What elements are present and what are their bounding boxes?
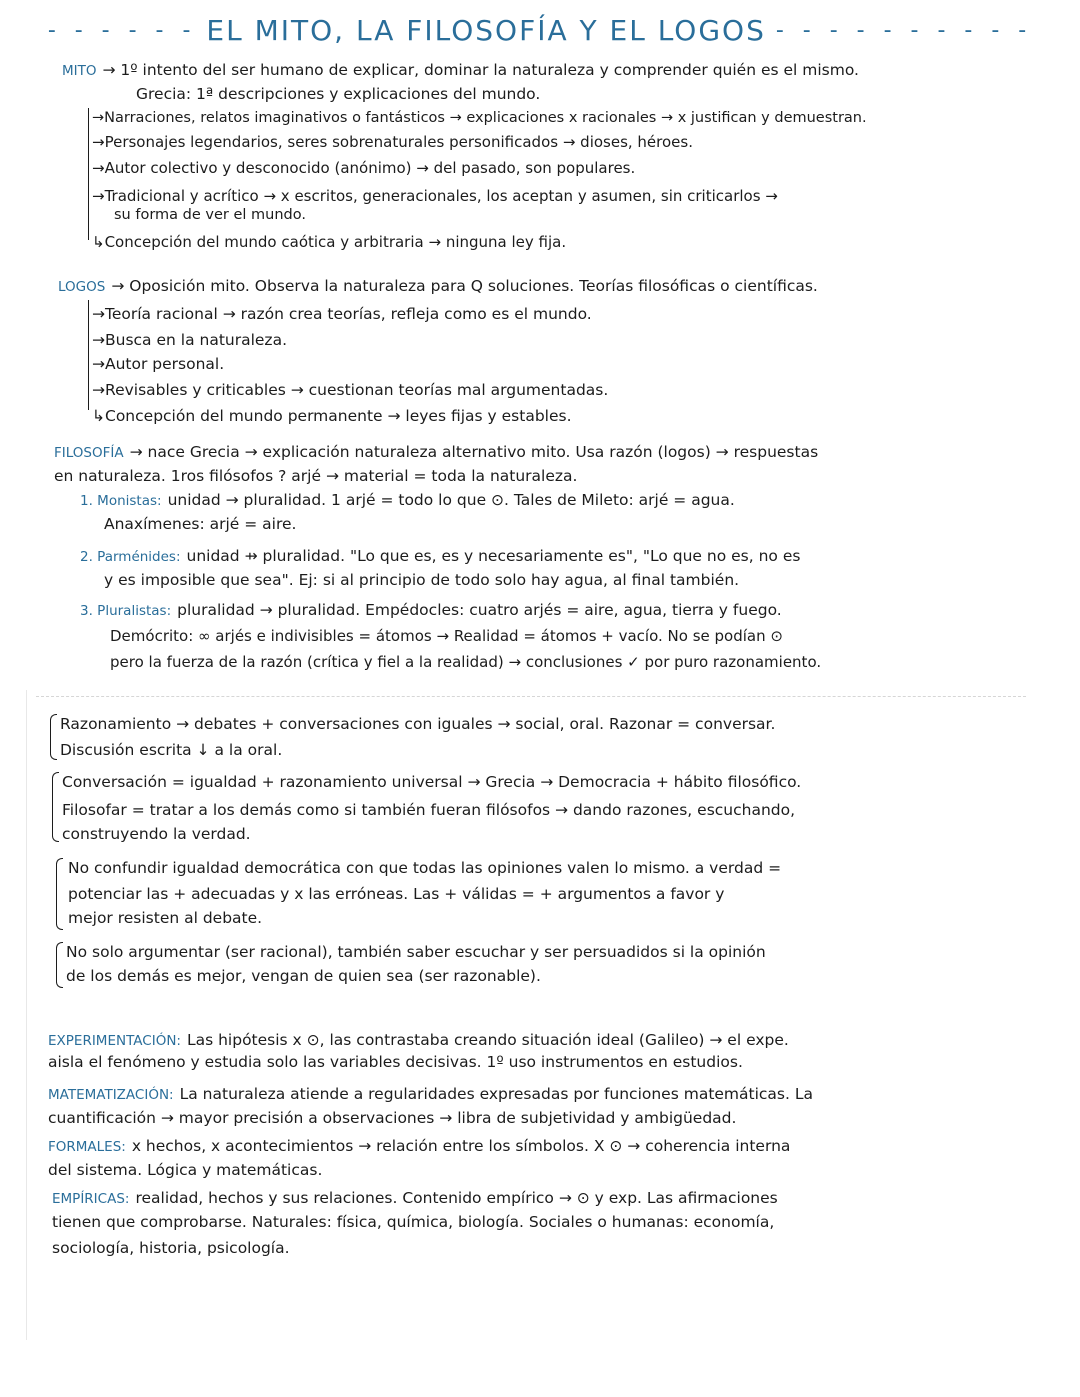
mito-text-1: → 1º intento del ser humano de explicar, dominar la naturaleza y comprender quién es el mismo. [102, 61, 859, 79]
logos-item-1: →Teoría racional → razón crea teorías, refleja como es el mundo. [92, 305, 592, 323]
matematizacion-key: MATEMATIZACIÓN: [48, 1087, 174, 1103]
monistas-text: unidad → pluralidad. 1 arjé = todo lo que ⊙. Tales de Mileto: arjé = agua. [167, 491, 735, 509]
title-row [40, 10, 1040, 50]
verdad-line-1: No confundir igualdad democrática con que todas las opiniones valen lo mismo. a verdad = [68, 859, 782, 877]
formales-text: x hechos, x acontecimientos → relación entre los símbolos. X ⊙ → coherencia interna [131, 1137, 791, 1155]
argumentar-line-2: de los demás es mejor, vengan de quien sea (ser razonable). [66, 967, 541, 985]
experimentacion-line-2: aisla el fenómeno y estudia solo las variables decisivas. 1º uso instrumentos en estudios. [48, 1053, 743, 1071]
filosofia-line-2: en naturaleza. 1ros filósofos ? arjé → material = toda la naturaleza. [54, 467, 578, 485]
filosofia-key: FILOSOFÍA [54, 445, 124, 461]
matematizacion-text: La naturaleza atiende a regularidades expresadas por funciones matemáticas. La [179, 1085, 813, 1103]
monistas-line-2: Anaxímenes: arjé = aire. [104, 515, 297, 533]
empiricas-line-3: sociología, historia, psicología. [52, 1239, 290, 1257]
mito-item-3: →Autor colectivo y desconocido (anónimo) → del pasado, son populares. [92, 159, 636, 177]
empiricas-line-2: tienen que comprobarse. Naturales: física, química, biología. Sociales o humanas: economía, [52, 1213, 775, 1231]
conversacion-line-1: Conversación = igualdad + razonamiento universal → Grecia → Democracia + hábito filosófico. [62, 773, 802, 791]
mito-item-5: ↳Concepción del mundo caótica y arbitraria → ninguna ley fija. [92, 233, 567, 251]
logos-key: LOGOS [58, 279, 106, 295]
monistas-line [80, 490, 735, 511]
section-divider [36, 696, 1026, 697]
title-dashes-right: - - - - - - - - - - [775, 17, 1033, 43]
empiricas-key: EMPÍRICAS: [52, 1191, 130, 1207]
pluralistas-label: 3. Pluralistas: [80, 603, 172, 619]
filosofia-line-1 [54, 442, 818, 463]
logos-item-4: →Revisables y criticables → cuestionan teorías mal argumentadas. [92, 381, 609, 399]
logos-item-5: ↳Concepción del mundo permanente → leyes fijas y estables. [92, 407, 572, 425]
logos-line-1 [58, 276, 818, 297]
bracket-1 [50, 714, 57, 760]
empiricas-text: realidad, hechos y sus relaciones. Contenido empírico → ⊙ y exp. Las afirmaciones [135, 1189, 778, 1207]
parmenides-text: unidad ⇸ pluralidad. "Lo que es, es y necesariamente es", "Lo que no es, no es [186, 547, 801, 565]
bracket-3 [56, 858, 63, 930]
parmenides-line [80, 546, 800, 567]
empiricas-line [52, 1188, 778, 1209]
mito-line-2: Grecia: 1ª descripciones y explicaciones del mundo. [136, 85, 541, 103]
pluralistas-text: pluralidad → pluralidad. Empédocles: cuatro arjés = aire, agua, tierra y fuego. [177, 601, 782, 619]
razonamiento-line-2: Discusión escrita ↓ a la oral. [60, 741, 283, 759]
logos-item-3: →Autor personal. [92, 355, 225, 373]
page-title: EL MITO, LA FILOSOFÍA Y EL LOGOS [206, 13, 766, 47]
logos-item-2: →Busca en la naturaleza. [92, 331, 287, 349]
verdad-line-2: potenciar las + adecuadas y x las erróneas. Las + válidas = + argumentos a favor y [68, 885, 725, 903]
pluralistas-line [80, 600, 782, 621]
conversacion-line-2: Filosofar = tratar a los demás como si también fueran filósofos → dando razones, escuchando, [62, 801, 796, 819]
formales-key: FORMALES: [48, 1139, 126, 1155]
experimentacion-key: EXPERIMENTACIÓN: [48, 1033, 181, 1049]
logos-text-1: → Oposición mito. Observa la naturaleza para Q soluciones. Teorías filosóficas o científicas. [111, 277, 818, 295]
mito-tree-line [88, 108, 89, 240]
mito-item-4: →Tradicional y acrítico → x escritos, generacionales, los aceptan y asumen, sin criticarlos → [92, 187, 778, 205]
mito-key: MITO [62, 63, 97, 79]
mito-line-1 [62, 60, 859, 81]
argumentar-line-1: No solo argumentar (ser racional), también saber escuchar y ser persuadidos si la opinión [66, 943, 766, 961]
title-dashes-left: - - - - - - [47, 17, 197, 43]
logos-tree-line [88, 300, 89, 410]
mito-item-1: →Narraciones, relatos imaginativos o fantásticos → explicaciones x racionales → x justifican y demuestran. [92, 110, 867, 126]
experimentacion-line [48, 1030, 789, 1051]
mito-item-2: →Personajes legendarios, seres sobrenaturales personificados → dioses, héroes. [92, 133, 693, 151]
razonamiento-line-1: Razonamiento → debates + conversaciones con iguales → social, oral. Razonar = conversar. [60, 715, 776, 733]
matematizacion-line [48, 1084, 813, 1105]
matematizacion-line-2: cuantificación → mayor precisión a observaciones → libra de subjetividad y ambigüedad. [48, 1109, 737, 1127]
mito-item-4-cont: su forma de ver el mundo. [114, 207, 306, 223]
pluralistas-line-2: Demócrito: ∞ arjés e indivisibles = átomos → Realidad = átomos + vacío. No se podían ⊙ [110, 627, 783, 645]
filosofia-text-1: → nace Grecia → explicación naturaleza alternativo mito. Usa razón (logos) → respuestas [129, 443, 819, 461]
formales-line [48, 1136, 790, 1157]
verdad-line-3: mejor resisten al debate. [68, 909, 263, 927]
bracket-4 [56, 942, 63, 988]
experimentacion-text: Las hipótesis x ⊙, las contrastaba creando situación ideal (Galileo) → el expe. [186, 1031, 789, 1049]
conversacion-line-3: construyendo la verdad. [62, 825, 251, 843]
bracket-2 [52, 772, 59, 842]
formales-line-2: del sistema. Lógica y matemáticas. [48, 1161, 323, 1179]
parmenides-line-2: y es imposible que sea". Ej: si al principio de todo solo hay agua, al final también. [104, 571, 740, 589]
monistas-label: 1. Monistas: [80, 493, 162, 509]
parmenides-label: 2. Parménides: [80, 549, 181, 565]
page-edge [26, 690, 27, 1340]
pluralistas-line-3: pero la fuerza de la razón (crítica y fiel a la realidad) → conclusiones ✓ por puro razonamiento. [110, 653, 822, 671]
